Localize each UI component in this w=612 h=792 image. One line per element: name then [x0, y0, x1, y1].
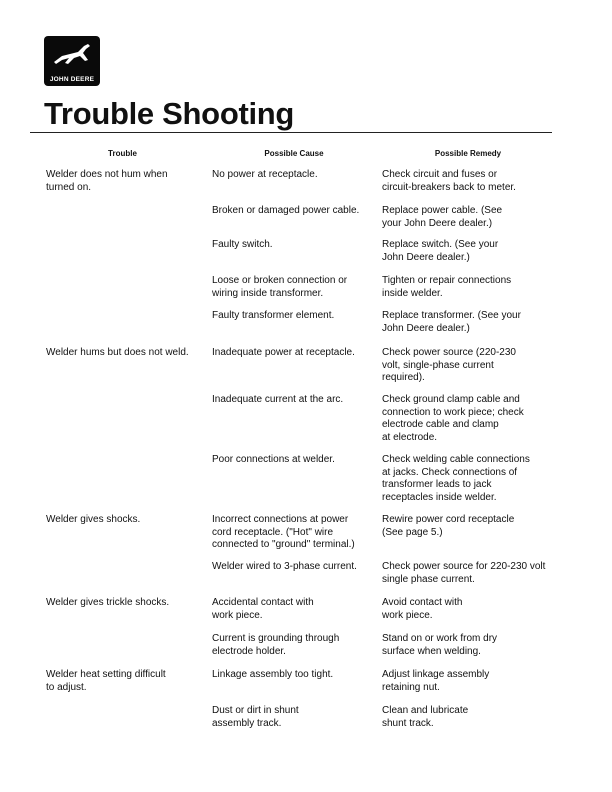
trouble-cell: Welder hums but does not weld. [46, 347, 189, 358]
cause-cell: Inadequate power at receptacle. [212, 347, 355, 358]
trouble-cell: Welder gives shocks. [46, 514, 141, 525]
remedy-cell: Replace power cable. (See your John Deere dealer.) [382, 205, 503, 229]
cause-cell: Poor connections at welder. [212, 454, 335, 465]
remedy-cell: Check welding cable connections at jacks. Check connections of transformer leads to jack receptacles inside welder. [382, 454, 530, 503]
remedy-cell: Adjust linkage assembly retaining nut. [382, 669, 490, 693]
cause-cell: Welder wired to 3-phase current. [212, 561, 357, 572]
cause-cell: Current is grounding through electrode holder. [212, 633, 340, 657]
remedy-cell: Replace transformer. (See your John Deere dealer.) [382, 310, 521, 334]
cause-cell: Faulty transformer element. [212, 310, 335, 321]
cause-cell: Broken or damaged power cable. [212, 205, 360, 216]
cause-cell: Linkage assembly too tight. [212, 669, 334, 680]
john-deere-logo [44, 36, 100, 86]
cause-cell: Incorrect connections at power cord receptacle. ("Hot" wire connected to "ground" terminal.) [212, 514, 355, 550]
remedy-cell: Check power source for 220-230 volt single phase current. [382, 561, 546, 585]
remedy-cell: Check power source (220-230 volt, single-phase current required). [382, 347, 516, 383]
cause-cell: Dust or dirt in shunt assembly track. [212, 705, 299, 729]
title-rule [30, 132, 552, 133]
remedy-cell: Check circuit and fuses or circuit-breakers back to meter. [382, 169, 516, 193]
cause-cell: Faulty switch. [212, 239, 273, 250]
page-title: Trouble Shooting [44, 96, 295, 131]
remedy-cell: Check ground clamp cable and connection to work piece; check electrode cable and clamp at electrode. [382, 394, 524, 443]
remedy-cell: Stand on or work from dry surface when welding. [382, 633, 498, 657]
trouble-cell: Welder does not hum when turned on. [46, 169, 168, 193]
cause-cell: Inadequate current at the arc. [212, 394, 344, 405]
header-possible-cause: Possible Cause [264, 149, 324, 158]
deer-icon [50, 40, 94, 70]
remedy-cell: Tighten or repair connections inside welder. [382, 275, 512, 299]
logo-wordmark: JOHN DEERE [49, 76, 95, 83]
remedy-cell: Clean and lubricate shunt track. [382, 705, 469, 729]
remedy-cell: Rewire power cord receptacle (See page 5.) [382, 514, 515, 538]
trouble-cell: Welder heat setting difficult to adjust. [46, 669, 166, 693]
remedy-cell: Replace switch. (See your John Deere dealer.) [382, 239, 499, 263]
cause-cell: Loose or broken connection or wiring inside transformer. [212, 275, 348, 299]
remedy-cell: Avoid contact with work piece. [382, 597, 463, 621]
header-trouble: Trouble [108, 149, 137, 158]
trouble-cell: Welder gives trickle shocks. [46, 597, 170, 608]
cause-cell: No power at receptacle. [212, 169, 318, 180]
header-possible-remedy: Possible Remedy [434, 149, 502, 158]
cause-cell: Accidental contact with work piece. [212, 597, 314, 621]
